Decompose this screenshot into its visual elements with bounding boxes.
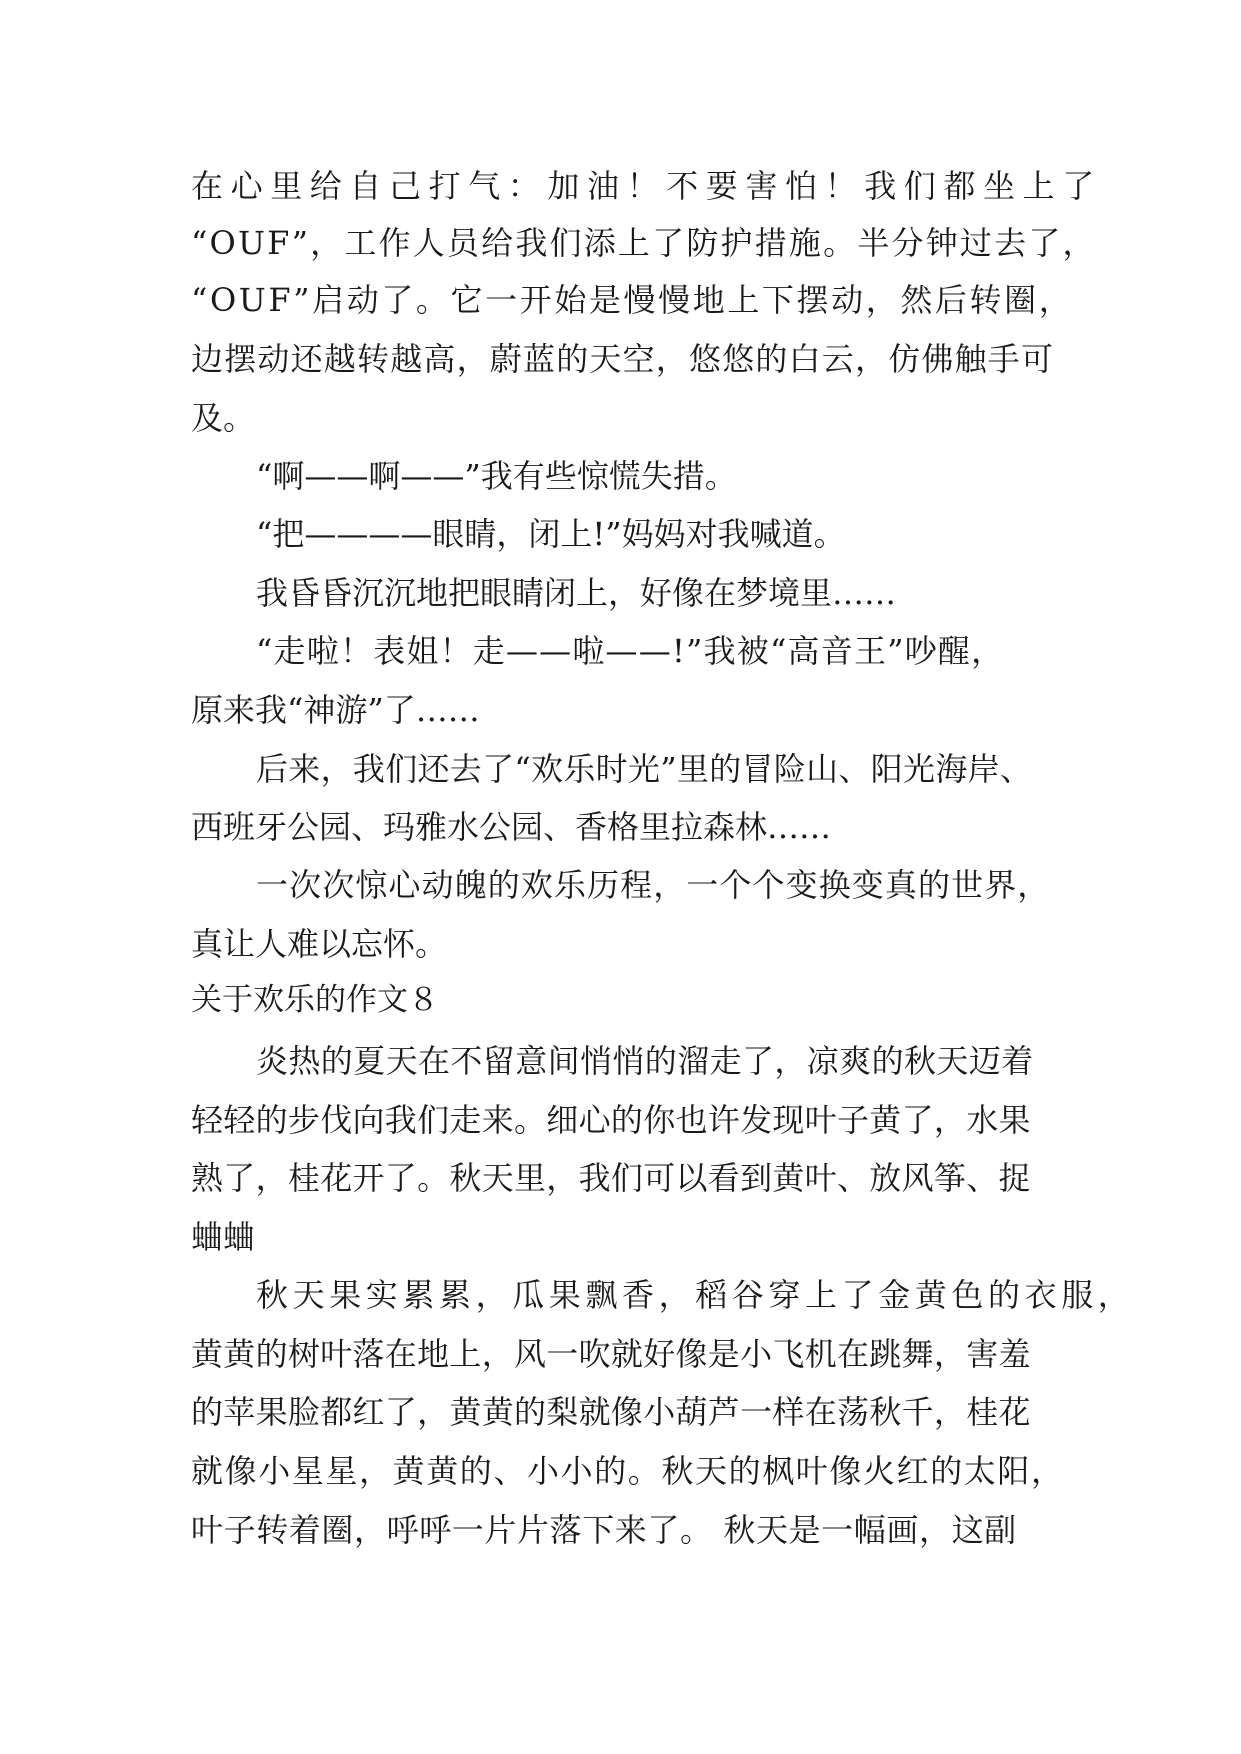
text-line: 一次次惊心动魄的欢乐历程，一个个变换变真的世界， [256, 866, 1051, 904]
text-line: 就像小星星，黄黄的、小小的。秋天的枫叶像火红的太阳， [191, 1452, 1065, 1490]
text-line: 西班牙公园、玛雅水公园、香格里拉森林…… [191, 808, 832, 846]
text-line: 炎热的夏天在不留意间悄悄的溜走了，凉爽的秋天迈着 [256, 1042, 1034, 1080]
text-line: 蛐蛐 [191, 1218, 256, 1256]
text-line: 黄黄的树叶落在地上，风一吹就好像是小飞机在跳舞，害羞 [191, 1335, 1031, 1373]
text-line: “OUF”启动了。它一开始是慢慢地上下摆动，然后转圈， [191, 281, 1074, 319]
text-line: 及。 [191, 399, 256, 437]
text-line: 原来我“神游”了…… [191, 691, 480, 729]
text-line: 真让人难以忘怀。 [191, 925, 448, 963]
text-line: 轻轻的步伐向我们走来。细心的你也许发现叶子黄了，水果 [191, 1101, 1031, 1139]
text-line: 的苹果脸都红了，黄黄的梨就像小葫芦一样在荡秋千，桂花 [191, 1393, 1031, 1431]
text-line: 熟了，桂花开了。秋天里，我们可以看到黄叶、放风筝、捉 [191, 1159, 1031, 1197]
text-line: 在心里给自己打气：加油！不要害怕！我们都坐上了 [191, 167, 1102, 205]
section-heading: 关于欢乐的作文８ [191, 982, 439, 1018]
text-line: “把————眼睛，闭上!”妈妈对我喊道。 [256, 515, 846, 553]
text-line: “啊——啊——”我有些惊慌失措。 [256, 457, 737, 495]
text-line: 边摆动还越转越高，蔚蓝的天空，悠悠的白云，仿佛触手可 [191, 340, 1055, 378]
text-line: 秋天果实累累，瓜果飘香，稻谷穿上了金黄色的衣服， [256, 1276, 1135, 1314]
text-line: “走啦！表姐！走——啦——!”我被“高音王”吵醒， [256, 632, 1005, 670]
text-line: “OUF”，工作人员给我们添上了防护措施。半分钟过去了， [191, 224, 1097, 262]
text-line: 叶子转着圈，呼呼一片片落下来了。 秋天是一幅画，这副 [191, 1511, 1017, 1549]
text-line: 我昏昏沉沉地把眼睛闭上，好像在梦境里…… [256, 574, 897, 612]
text-line: 后来，我们还去了“欢乐时光”里的冒险山、阳光海岸、 [256, 750, 1033, 788]
